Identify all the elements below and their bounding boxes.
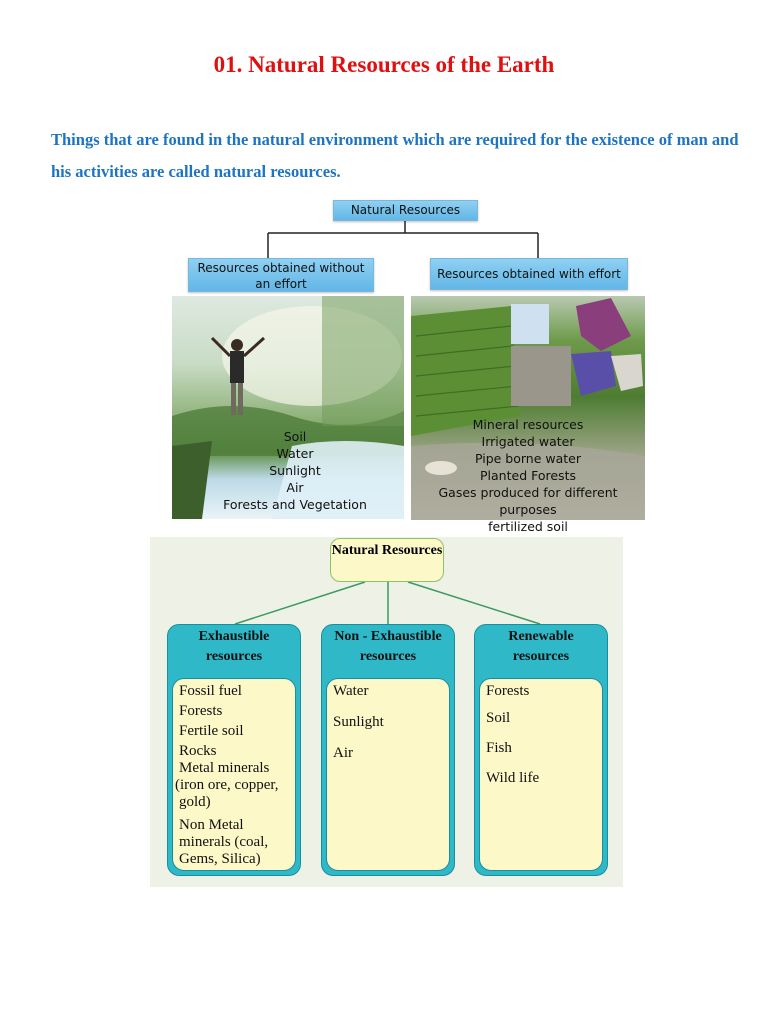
column-item: Wild life (486, 770, 540, 786)
left-item: Water (276, 446, 314, 461)
right-item: Mineral resources (472, 417, 584, 432)
left-item: Sunlight (269, 463, 321, 478)
column-item: Fish (486, 740, 512, 756)
column-item: Fertile soil (179, 723, 244, 739)
right-item: Irrigated water (481, 434, 575, 449)
column-heading: Non - Exhaustible resources (334, 629, 442, 664)
column-item: Rocks (179, 743, 217, 759)
column-item: Gems, Silica) (179, 851, 261, 867)
column-item: Non Metal (179, 817, 244, 833)
column-item: Fossil fuel (179, 683, 242, 699)
diagram1-left-box: Resources obtained without an effort (188, 258, 374, 292)
page-title: 01. Natural Resources of the Earth (213, 52, 555, 77)
column-body (326, 678, 450, 871)
left-item: Forests and Vegetation (223, 497, 367, 512)
diagram2-root-box: Natural Resources (330, 538, 444, 582)
intro-paragraph: Things that are found in the natural environment which are required for the existence of man and his activities are called natural resources. (51, 130, 739, 181)
right-item: Gases produced for different purposes (438, 485, 618, 517)
column-body (172, 678, 296, 871)
left-item: Air (286, 480, 304, 495)
left-item: Soil (283, 429, 307, 444)
column-item: Water (333, 683, 369, 699)
column-item: minerals (coal, (179, 834, 269, 850)
non-exhaustible-column (321, 624, 455, 876)
right-item: Pipe borne water (474, 451, 582, 466)
column-item: gold) (179, 794, 211, 810)
column-item: Air (333, 745, 353, 761)
column-item: Metal minerals (179, 760, 270, 776)
column-body (479, 678, 603, 871)
column-item: (iron ore, copper, (175, 777, 279, 793)
column-item: Soil (486, 710, 511, 726)
exhaustible-column (167, 624, 301, 876)
column-heading: Exhaustible resources (198, 629, 270, 664)
column-item: Sunlight (333, 714, 384, 730)
column-item: Forests (179, 703, 223, 719)
renewable-column (474, 624, 608, 876)
diagram1-right-box: Resources obtained with effort (430, 258, 628, 290)
diagram1-root-box: Natural Resources (333, 200, 478, 221)
right-item: Planted Forests (480, 468, 576, 483)
column-item: Forests (486, 683, 530, 699)
right-item: fertilized soil (488, 519, 568, 534)
column-heading: Renewable resources (508, 629, 574, 664)
